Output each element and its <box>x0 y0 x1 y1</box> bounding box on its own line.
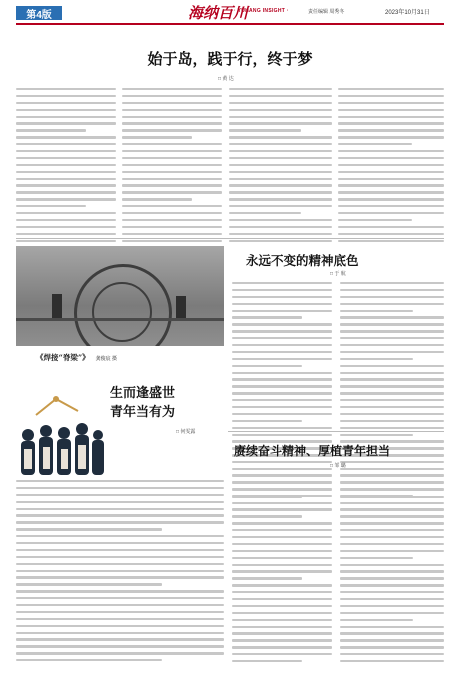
section-divider <box>16 238 444 239</box>
essay-divider <box>228 431 444 432</box>
essay2-column-1 <box>232 282 332 503</box>
welding-photo <box>16 246 224 346</box>
masthead-brand: 海纳百川 <box>188 4 249 22</box>
youth-crowd-illustration <box>16 379 104 475</box>
essay3-headline <box>110 384 175 422</box>
main-column-4 <box>338 88 444 246</box>
essay4-headline: 赓续奋斗精神、厚植青年担当 <box>234 444 391 458</box>
main-headline: 始于岛，践于行，终于梦 <box>147 50 313 68</box>
essay3-body <box>16 480 224 666</box>
masthead-insight: · YUHANG INSIGHT · <box>234 8 289 14</box>
main-column-3 <box>229 88 332 246</box>
essay2-headline: 永远不变的精神底色 <box>246 253 359 268</box>
main-column-2 <box>122 88 222 246</box>
essay2-byline: □ 于 航 <box>330 271 346 277</box>
essay3-byline: □ 何雯露 <box>176 429 196 435</box>
photo-credit: 龚俊宸 摄 <box>95 356 118 362</box>
essay4-byline: □ 邹 璐 <box>330 463 346 469</box>
editor-credit: 责任编辑 周秀冬 <box>308 9 345 15</box>
issue-date: 2023年10月31日 <box>385 10 430 16</box>
header-rule <box>16 23 444 25</box>
essay3-headline-line1: 生而逢盛世 <box>110 386 176 401</box>
essay3-headline-line2: 青年当有为 <box>110 405 176 420</box>
photo-caption-title: 《焊接“脊梁”》 <box>36 353 90 362</box>
photo-caption <box>36 352 117 363</box>
main-byline: □ 黄 达 <box>218 76 234 82</box>
main-column-1 <box>16 88 116 246</box>
essay2-column-2 <box>340 282 444 503</box>
essay4-column-1 <box>232 474 332 667</box>
essay4-column-2 <box>340 474 444 667</box>
page-number-badge: 第4版 <box>16 6 62 20</box>
